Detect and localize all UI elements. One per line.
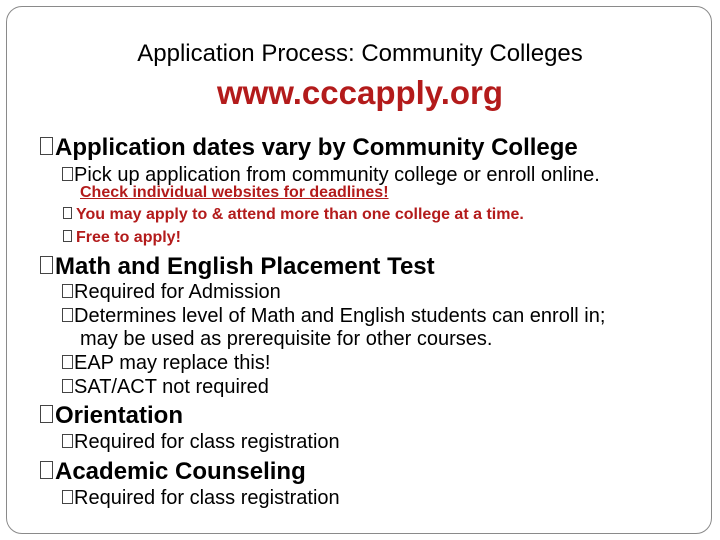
list-item: EAP may replace this!	[62, 352, 270, 375]
list-item: SAT/ACT not required	[62, 376, 269, 399]
list-item: Pick up application from community college or enroll online.	[62, 164, 600, 187]
bullet-box-icon	[62, 490, 73, 504]
bullet-box-icon	[62, 355, 73, 369]
bullet-box-icon	[62, 284, 73, 298]
bullet-box-icon	[62, 379, 73, 393]
list-item: Required for class registration	[62, 487, 340, 510]
list-item-deadlines: Check individual websites for deadlines!	[80, 184, 389, 201]
bullet-box-icon	[62, 308, 73, 322]
bullet-box-icon	[40, 137, 53, 155]
list-item: Determines level of Math and English students can enroll in;	[62, 305, 605, 328]
bullet-box-icon	[62, 167, 73, 181]
bullet-box-icon	[40, 461, 53, 479]
section-heading-application-dates: Application dates vary by Community College	[40, 134, 578, 162]
section-heading-orientation: Orientation	[40, 402, 183, 430]
website-url: www.cccapply.org	[216, 74, 504, 111]
list-item: Required for class registration	[62, 431, 340, 454]
bullet-box-icon	[40, 256, 53, 274]
bullet-box-icon	[63, 207, 72, 219]
bullet-box-icon	[40, 405, 53, 423]
list-item: You may apply to & attend more than one college at a time.	[63, 206, 524, 224]
section-heading-academic-counseling: Academic Counseling	[40, 458, 306, 486]
slide-title: Application Process: Community Colleges	[137, 40, 583, 67]
list-item-continuation: may be used as prerequisite for other courses.	[80, 328, 493, 350]
bullet-box-icon	[63, 230, 72, 242]
section-heading-placement-test: Math and English Placement Test	[40, 253, 435, 281]
bullet-box-icon	[62, 434, 73, 448]
list-item: Required for Admission	[62, 281, 281, 304]
list-item: Free to apply!	[63, 229, 181, 247]
